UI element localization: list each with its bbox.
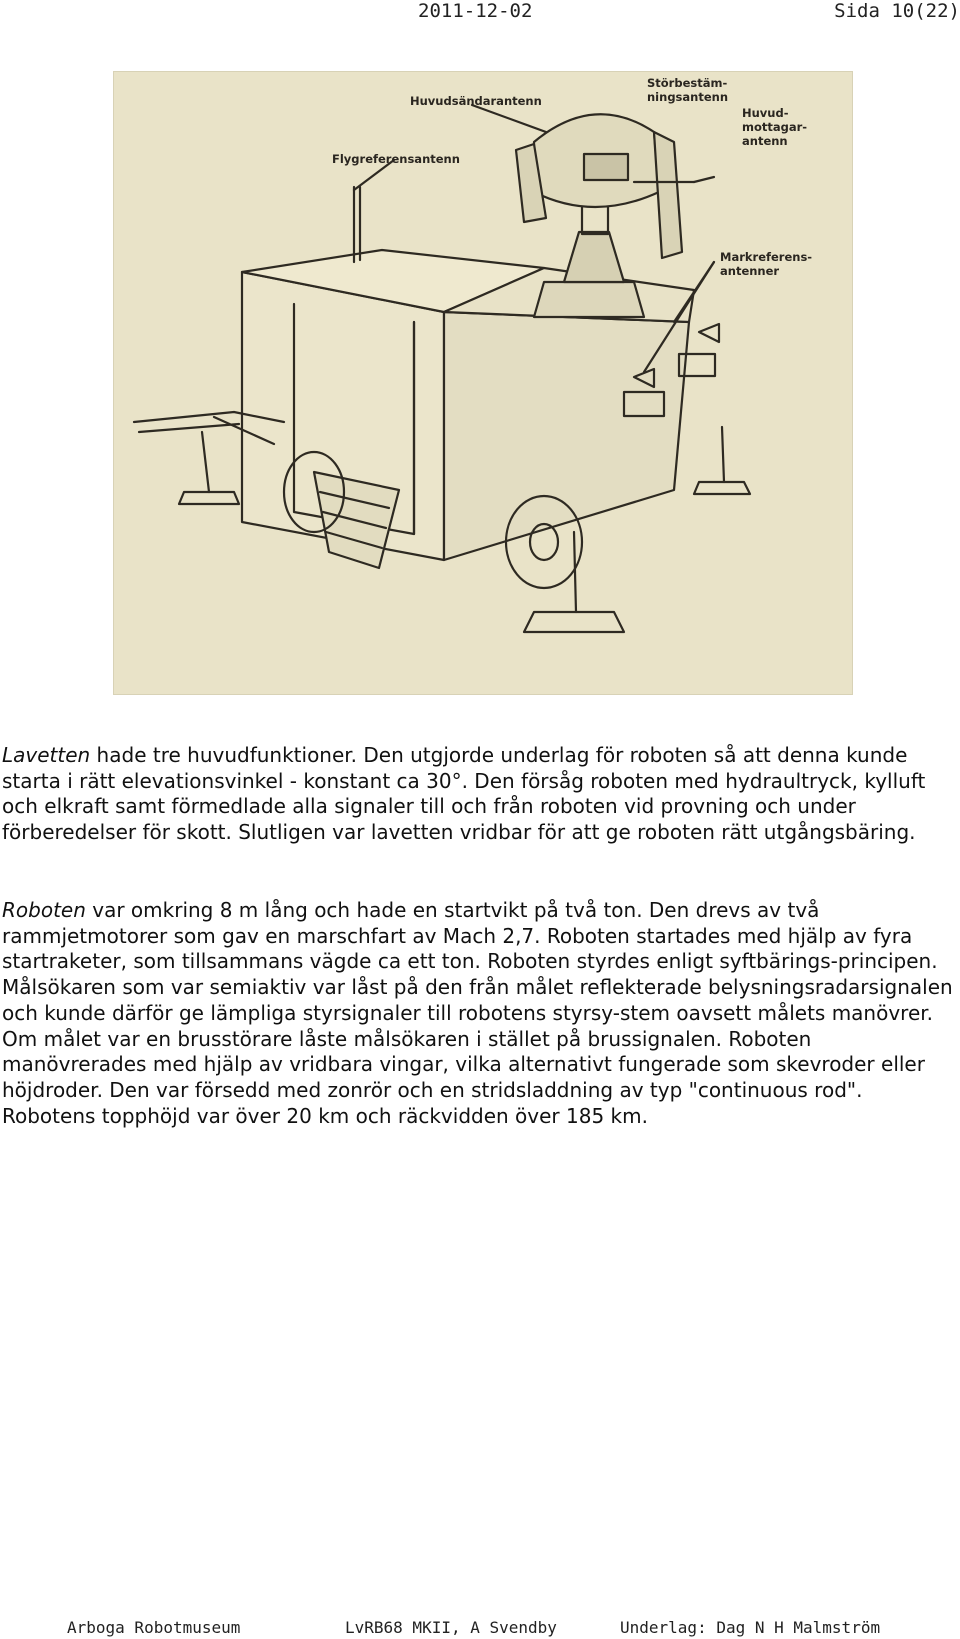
label-ground-reference-antennas: Markreferens- antenner xyxy=(720,250,813,278)
launcher-illustration xyxy=(113,71,853,695)
launcher-drawing xyxy=(114,72,852,694)
page-footer xyxy=(0,1618,960,1638)
label-flight-reference-antenna: Flygreferensantenn xyxy=(332,152,460,166)
paragraph-missile-lead: Roboten xyxy=(2,898,86,922)
paragraph-launcher-lead: Lavetten xyxy=(2,743,91,767)
paragraph-launcher xyxy=(2,743,958,846)
header-date: 2011-12-02 xyxy=(418,0,533,22)
label-main-transmit-antenna: Huvudsändarantenn xyxy=(410,94,542,108)
footer-source: Underlag: Dag N H Malmström xyxy=(620,1618,881,1637)
page-header xyxy=(0,0,960,28)
header-page-number: Sida 10(22) xyxy=(834,0,960,22)
label-main-receive-antenna: Huvud- mottagar- antenn xyxy=(742,106,808,148)
footer-document: LvRB68 MKII, A Svendby xyxy=(345,1618,557,1637)
paragraph-missile-body: var omkring 8 m lång och hade en startvikt på två ton. Den drevs av två rammjetmotorer som gav en marschfart av Mach 2,7. Roboten startades med hjälp av fyra startraketer, som tillsammans vägde ca ett ton. Roboten styrdes enligt syftbärings-principen. Målsökaren som var semiaktiv var låst på den från målet reflekterade belysningsradarsignalen och kunde därför ge lämpliga styrsignaler till robotens styrsy-stem oavsett målets manövrer. Om målet var en brusstörare låste målsökaren i stället på brussignalen. Roboten manövrerades med hjälp av vridbara vingar, vilka alternativt fungerade som skevroder eller höjdroder. Den var försedd med zonrör och en stridsladdning av typ "continuous rod". Robotens topphöjd var över 20 km och räckvidden över 185 km. xyxy=(2,898,953,1128)
paragraph-launcher-body: hade tre huvudfunktioner. Den utgjorde underlag för roboten så att denna kunde starta i rätt elevationsvinkel - konstant ca 30°. Den försåg roboten med hydraultryck, kylluft och elkraft samt förmedlade alla signaler till och från roboten vid provning och under förberedelser för skott. Slutligen var lavetten vridbar för att ge roboten rätt utgångsbäring. xyxy=(2,743,926,845)
paragraph-missile xyxy=(2,898,958,1129)
footer-museum: Arboga Robotmuseum xyxy=(67,1618,241,1637)
label-jamming-antenna: Störbestäm- ningsantenn xyxy=(647,76,729,104)
